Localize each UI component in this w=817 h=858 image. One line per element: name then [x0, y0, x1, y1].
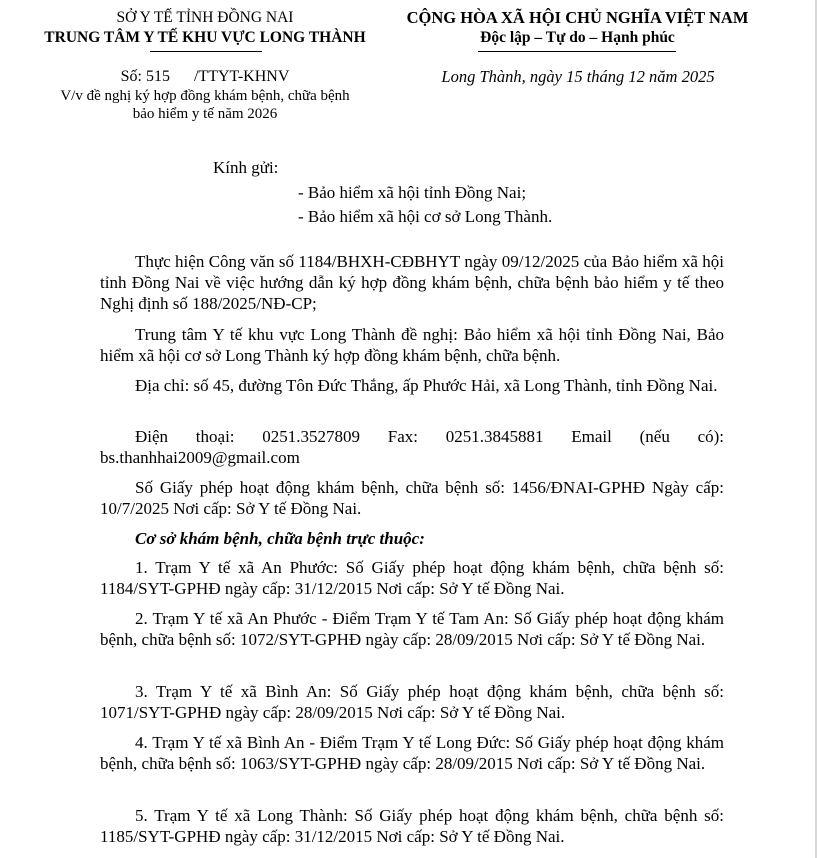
agency-parent: SỞ Y TẾ TỈNH ĐỒNG NAI: [116, 9, 294, 26]
national-motto: Độc lập – Tự do – Hạnh phúc: [480, 29, 675, 46]
agency-name: TRUNG TÂM Y TẾ KHU VỰC LONG THÀNH: [44, 29, 366, 46]
paragraph-license: Số Giấy phép hoạt động khám bệnh, chữa bệnh số: 1456/ĐNAI-GPHĐ Ngày cấp: 10/7/2025 Nơi cấp: Sở Y tế Đồng Nai.: [100, 478, 724, 518]
facility-item-3: 3. Trạm Y tế xã Bình An: Số Giấy phép hoạt động khám bệnh, chữa bệnh số: 1071/SYT-GPHĐ ngày cấp: 28/09/2015 Nơi cấp: Sở Y tế Đồng Nai.: [100, 682, 724, 722]
place-date: Long Thành, ngày 15 tháng 12 năm 2025: [441, 67, 715, 86]
paragraph-reference: Thực hiện Công văn số 1184/BHXH-CĐBHYT ngày 09/12/2025 của Bảo hiểm xã hội tỉnh Đồng Nai về việc hướng dẫn ký hợp đồng khám bệnh, chữa bệnh bảo hiểm y tế theo Nghị định số 188/2025/NĐ-CP;: [100, 252, 724, 313]
recipient-2: - Bảo hiểm xã hội cơ sở Long Thành.: [298, 207, 553, 226]
national-title: CỘNG HÒA XÃ HỘI CHỦ NGHĨA VIỆT NAM: [406, 8, 749, 27]
facility-item-2: 2. Trạm Y tế xã An Phước - Điểm Trạm Y tế Tam An: Số Giấy phép hoạt động khám bệnh, chữa bệnh số: 1072/SYT-GPHĐ ngày cấp: 28/09/2015 Nơi cấp: Sở Y tế Đồng Nai.: [100, 609, 724, 649]
agency-underline: [150, 51, 262, 52]
paragraph-request: Trung tâm Y tế khu vực Long Thành đề nghị: Bảo hiểm xã hội tỉnh Đồng Nai, Bảo hiểm xã hội cơ sở Long Thành ký hợp đồng khám bệnh, chữa bệnh.: [100, 325, 724, 365]
facility-item-4: 4. Trạm Y tế xã Bình An - Điểm Trạm Y tế Long Đức: Số Giấy phép hoạt động khám bệnh, chữa bệnh số: 1063/SYT-GPHĐ ngày cấp: 28/09/2015 Nơi cấp: Sở Y tế Đồng Nai.: [100, 733, 724, 773]
subject-line-2: bảo hiểm y tế năm 2026: [132, 106, 278, 122]
salutation: Kính gửi:: [213, 158, 279, 177]
recipient-1: - Bảo hiểm xã hội tỉnh Đồng Nai;: [298, 183, 527, 202]
paragraph-address: Địa chỉ: số 45, đường Tôn Đức Thắng, ấp Phước Hải, xã Long Thành, tỉnh Đồng Nai.: [135, 376, 718, 395]
document-number: Số: 515 /TTYT-KHNV: [120, 68, 290, 85]
facility-item-1: 1. Trạm Y tế xã An Phước: Số Giấy phép hoạt động khám bệnh, chữa bệnh số: 1184/SYT-GPHĐ ngày cấp: 31/12/2015 Nơi cấp: Sở Y tế Đồng Nai.: [100, 558, 724, 598]
motto-underline: [478, 51, 676, 52]
facility-item-5: 5. Trạm Y tế xã Long Thành: Số Giấy phép hoạt động khám bệnh, chữa bệnh số: 1185/SYT-GPHĐ ngày cấp: 31/12/2015 Nơi cấp: Sở Y tế Đồng Nai.: [100, 806, 724, 846]
section-title: Cơ sở khám bệnh, chữa bệnh trực thuộc:: [135, 529, 425, 548]
subject-line-1: V/v đề nghị ký hợp đồng khám bệnh, chữa bệnh: [60, 88, 350, 104]
paragraph-contact: Điện thoại: 0251.3527809 Fax: 0251.3845881 Email (nếu có): bs.thanhhai2009@gmail.com: [100, 427, 724, 467]
